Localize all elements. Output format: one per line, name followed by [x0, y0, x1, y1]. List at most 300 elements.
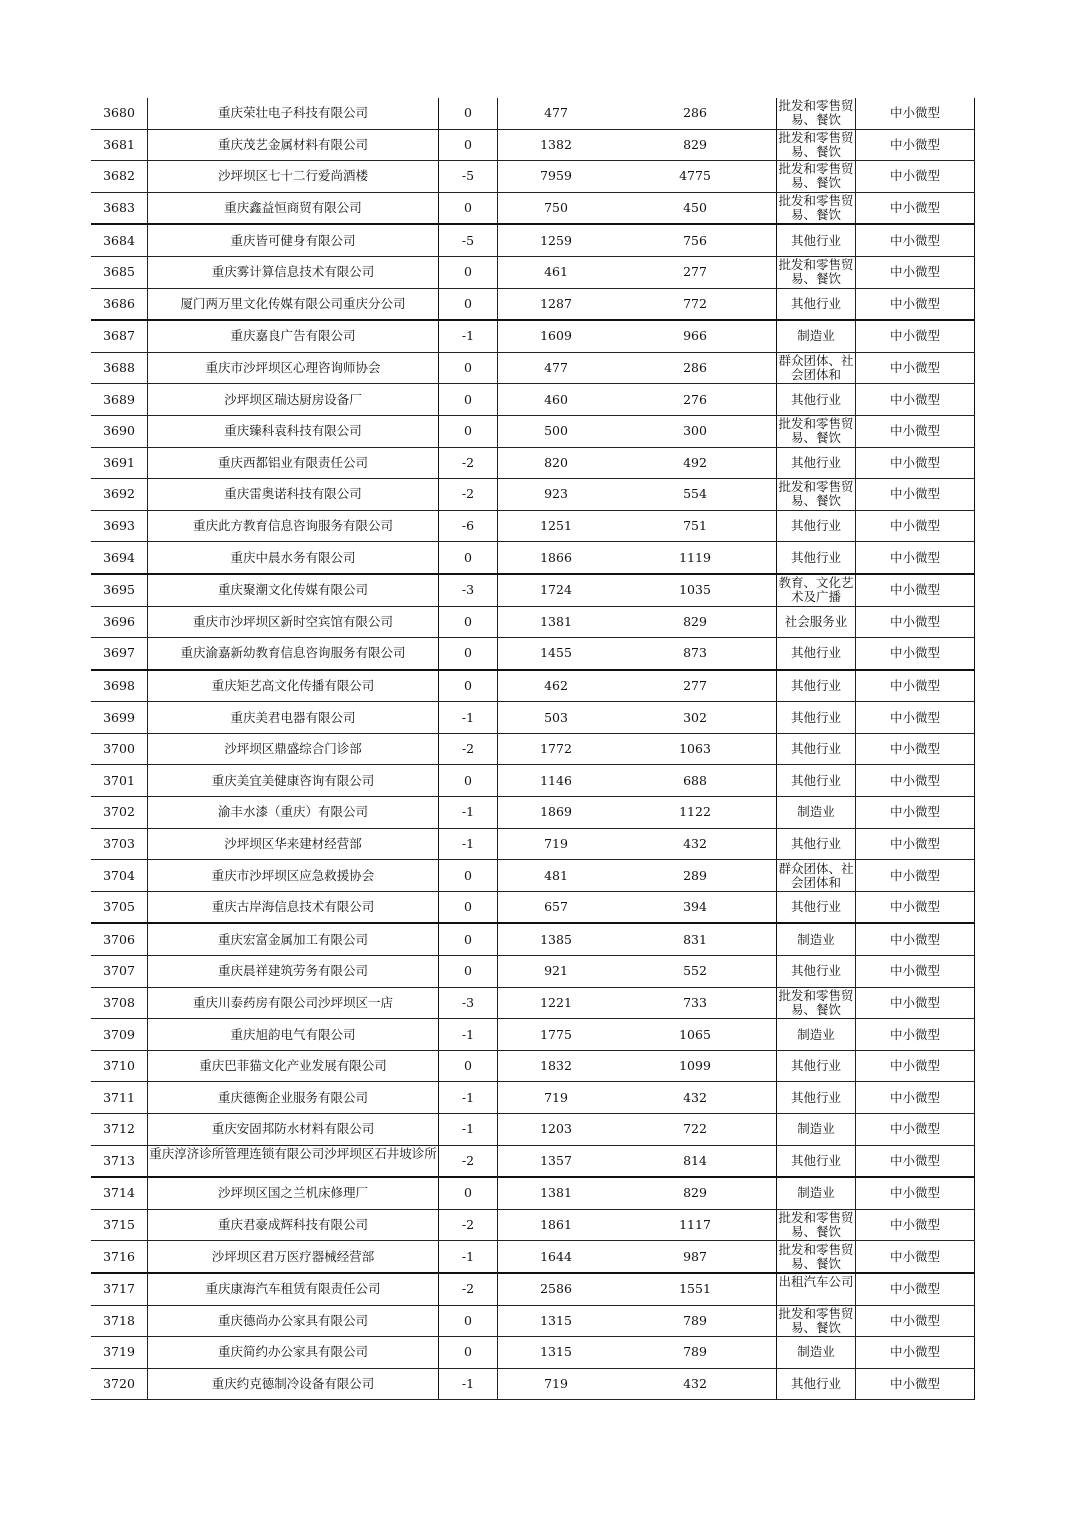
company-name-cell [148, 956, 439, 988]
enterprise-size-cell [856, 256, 975, 288]
company-name: 重庆茂艺金属材料有限公司 [217, 136, 368, 152]
amount-value-cell [498, 765, 615, 797]
company-name-cell [148, 161, 439, 193]
industry-category: 批发和零售贸易、餐饮 [778, 130, 854, 159]
row-number-cell [91, 987, 148, 1019]
amount-value-cell [498, 288, 615, 320]
row-number-cell [91, 1368, 148, 1400]
enterprise-size-cell [856, 161, 975, 193]
amount-value: 1315 [540, 1344, 572, 1360]
row-number: 3699 [103, 709, 135, 725]
enterprise-size-cell [856, 1114, 975, 1146]
company-name-cell [148, 1368, 439, 1400]
subsidy-value: 277 [683, 677, 707, 693]
company-name-cell [148, 923, 439, 955]
industry-category: 其他行业 [790, 709, 841, 725]
amount-value: 923 [544, 486, 568, 502]
enterprise-size: 中小微型 [889, 1058, 940, 1074]
amount-value: 477 [544, 105, 568, 121]
industry-category: 其他行业 [790, 1058, 841, 1074]
change-value: 0 [464, 677, 472, 693]
subsidy-value: 688 [683, 772, 707, 788]
amount-value: 1866 [540, 549, 572, 565]
change-value-cell [439, 638, 498, 670]
change-value: -1 [461, 835, 475, 851]
change-value: -1 [461, 804, 475, 820]
subsidy-value-cell [614, 352, 777, 384]
company-name: 重庆中晨水务有限公司 [230, 549, 356, 565]
subsidy-value-cell [614, 1050, 777, 1082]
subsidy-value-cell [614, 129, 777, 161]
row-number: 3720 [103, 1376, 135, 1392]
subsidy-value: 829 [683, 1185, 707, 1201]
enterprise-size: 中小微型 [889, 328, 940, 344]
change-value-cell [439, 733, 498, 765]
company-name-cell [148, 574, 439, 606]
industry-category-cell [777, 352, 856, 384]
industry-category: 其他行业 [790, 1089, 841, 1105]
subsidy-value-cell [614, 702, 777, 734]
subsidy-value: 286 [683, 360, 707, 376]
industry-category-cell [777, 288, 856, 320]
enterprise-size-cell [856, 320, 975, 352]
industry-category-cell [777, 479, 856, 511]
industry-category: 批发和零售贸易、餐饮 [778, 1306, 854, 1335]
subsidy-value-cell [614, 891, 777, 923]
industry-category-cell [777, 161, 856, 193]
enterprise-size-cell [856, 860, 975, 892]
amount-value: 1221 [540, 994, 572, 1010]
table-row [91, 1209, 975, 1241]
amount-value-cell [498, 1241, 615, 1273]
enterprise-size-cell [856, 1368, 975, 1400]
subsidy-value-cell [614, 542, 777, 574]
amount-value-cell [498, 797, 615, 829]
row-number: 3683 [103, 200, 135, 216]
company-name-cell [148, 192, 439, 224]
industry-category-cell [777, 574, 856, 606]
amount-value-cell [498, 733, 615, 765]
change-value: 0 [464, 931, 472, 947]
enterprise-size-cell [856, 765, 975, 797]
company-name-cell [148, 1082, 439, 1114]
amount-value-cell [498, 891, 615, 923]
amount-value: 719 [544, 1376, 568, 1392]
company-name: 重庆约克德制冷设备有限公司 [211, 1376, 375, 1392]
company-name-cell [148, 670, 439, 702]
row-number-cell [91, 1337, 148, 1369]
industry-category: 其他行业 [790, 741, 841, 757]
company-name: 沙坪坝区七十二行爱尚酒楼 [217, 168, 368, 184]
row-number-cell [91, 891, 148, 923]
change-value-cell [439, 192, 498, 224]
row-number: 3686 [103, 295, 135, 311]
change-value-cell [439, 702, 498, 734]
industry-category: 批发和零售贸易、餐饮 [778, 194, 854, 223]
enterprise-size: 中小微型 [889, 1376, 940, 1392]
change-value-cell [439, 1305, 498, 1337]
amount-value-cell [498, 510, 615, 542]
row-number-cell [91, 415, 148, 447]
company-name: 重庆德衡企业服务有限公司 [217, 1089, 368, 1105]
subsidy-value: 1551 [679, 1281, 711, 1297]
amount-value: 921 [544, 963, 568, 979]
change-value: 0 [464, 1312, 472, 1328]
company-name: 重庆市沙坪坝区心理咨询师协会 [205, 360, 381, 376]
table-row [91, 797, 975, 829]
enterprise-size: 中小微型 [889, 582, 940, 598]
subsidy-value: 432 [683, 1089, 707, 1105]
enterprise-size-cell [856, 574, 975, 606]
enterprise-size: 中小微型 [889, 709, 940, 725]
industry-category: 教育、文化艺术及广播 [778, 576, 854, 605]
table-row [91, 1337, 975, 1369]
change-value: -2 [461, 1152, 475, 1168]
amount-value-cell [498, 98, 615, 129]
row-number-cell [91, 384, 148, 416]
amount-value: 1724 [540, 582, 572, 598]
industry-category: 批发和零售贸易、餐饮 [778, 1242, 854, 1271]
amount-value-cell [498, 1337, 615, 1369]
table-row [91, 733, 975, 765]
industry-category: 其他行业 [790, 899, 841, 915]
amount-value: 2586 [540, 1281, 572, 1297]
amount-value-cell [498, 447, 615, 479]
industry-category: 制造业 [797, 1185, 835, 1201]
row-number: 3716 [103, 1248, 135, 1264]
row-number-cell [91, 670, 148, 702]
row-number: 3701 [103, 772, 135, 788]
company-name-cell [148, 384, 439, 416]
table-row [91, 638, 975, 670]
subsidy-value-cell [614, 574, 777, 606]
subsidy-value-cell [614, 161, 777, 193]
change-value-cell [439, 479, 498, 511]
enterprise-size-cell [856, 542, 975, 574]
row-number-cell [91, 638, 148, 670]
subsidy-value-cell [614, 288, 777, 320]
subsidy-value: 1099 [679, 1058, 711, 1074]
industry-category-cell [777, 797, 856, 829]
enterprise-size-cell [856, 192, 975, 224]
enterprise-size: 中小微型 [889, 677, 940, 693]
subsidy-value: 733 [683, 994, 707, 1010]
subsidy-value: 276 [683, 391, 707, 407]
industry-category: 制造业 [797, 328, 835, 344]
company-name-cell [148, 1209, 439, 1241]
industry-category-cell [777, 1019, 856, 1051]
enterprise-size: 中小微型 [889, 1217, 940, 1233]
industry-category-cell [777, 98, 856, 129]
table-row [91, 987, 975, 1019]
subsidy-value-cell [614, 606, 777, 638]
subsidy-value: 552 [683, 963, 707, 979]
company-name-cell [148, 702, 439, 734]
company-name-cell [148, 987, 439, 1019]
company-name-cell [148, 510, 439, 542]
company-name-cell [148, 320, 439, 352]
company-name: 沙坪坝区华来建材经营部 [224, 835, 362, 851]
amount-value: 1381 [540, 1185, 572, 1201]
change-value: -1 [461, 1026, 475, 1042]
subsidy-value-cell [614, 1209, 777, 1241]
amount-value: 1259 [540, 232, 572, 248]
row-number: 3718 [103, 1312, 135, 1328]
company-name: 重庆此方教育信息咨询服务有限公司 [192, 518, 393, 534]
company-name-cell [148, 1273, 439, 1305]
row-number: 3710 [103, 1058, 135, 1074]
change-value: 0 [464, 867, 472, 883]
subsidy-value-cell [614, 415, 777, 447]
industry-category: 批发和零售贸易、餐饮 [778, 162, 854, 191]
company-name: 重庆君豪成辉科技有限公司 [217, 1217, 368, 1233]
change-value-cell [439, 161, 498, 193]
change-value: -1 [461, 1089, 475, 1105]
company-name-cell [148, 224, 439, 256]
change-value: 0 [464, 360, 472, 376]
row-number: 3694 [103, 549, 135, 565]
company-name: 重庆美君电器有限公司 [230, 709, 356, 725]
change-value: -3 [461, 582, 475, 598]
row-number: 3712 [103, 1121, 135, 1137]
company-name: 重庆旭韵电气有限公司 [230, 1026, 356, 1042]
enterprise-size-cell [856, 1050, 975, 1082]
company-name: 渝丰水漆（重庆）有限公司 [217, 804, 368, 820]
industry-category: 制造业 [797, 804, 835, 820]
change-value-cell [439, 1368, 498, 1400]
subsidy-value: 1035 [679, 582, 711, 598]
subsidy-value: 722 [683, 1121, 707, 1137]
amount-value: 461 [544, 264, 568, 280]
change-value-cell [439, 1082, 498, 1114]
subsidy-value-cell [614, 1114, 777, 1146]
row-number-cell [91, 352, 148, 384]
industry-category: 批发和零售贸易、餐饮 [778, 988, 854, 1017]
row-number-cell [91, 98, 148, 129]
change-value-cell [439, 765, 498, 797]
company-name-cell [148, 1177, 439, 1209]
row-number-cell [91, 447, 148, 479]
row-number: 3689 [103, 391, 135, 407]
subsidy-value: 831 [683, 931, 707, 947]
subsidy-value-cell [614, 384, 777, 416]
company-name: 重庆聚潮文化传媒有限公司 [217, 582, 368, 598]
row-number-cell [91, 1082, 148, 1114]
row-number-cell [91, 733, 148, 765]
company-name-cell [148, 542, 439, 574]
change-value-cell [439, 542, 498, 574]
industry-category-cell [777, 129, 856, 161]
industry-category: 群众团体、社会团体和 [778, 861, 854, 890]
table-row [91, 1050, 975, 1082]
change-value-cell [439, 987, 498, 1019]
row-number-cell [91, 1114, 148, 1146]
row-number: 3698 [103, 677, 135, 693]
enterprise-size-cell [856, 733, 975, 765]
enterprise-size-cell [856, 923, 975, 955]
subsidy-value: 289 [683, 867, 707, 883]
company-name-cell [148, 447, 439, 479]
table-row [91, 765, 975, 797]
industry-category: 其他行业 [790, 454, 841, 470]
company-name-cell [148, 1145, 439, 1177]
amount-value-cell [498, 542, 615, 574]
amount-value-cell [498, 923, 615, 955]
industry-category: 其他行业 [790, 963, 841, 979]
change-value: 0 [464, 1185, 472, 1201]
enterprise-size: 中小微型 [889, 1281, 940, 1297]
subsidy-value-cell [614, 987, 777, 1019]
enterprise-size: 中小微型 [889, 105, 940, 121]
company-name: 沙坪坝区君万医疗器械经营部 [211, 1248, 375, 1264]
amount-value: 1869 [540, 804, 572, 820]
company-name: 重庆矩艺高文化传播有限公司 [211, 677, 375, 693]
subsidy-value-cell [614, 1145, 777, 1177]
row-number: 3714 [103, 1185, 135, 1201]
enterprise-size-cell [856, 702, 975, 734]
change-value-cell [439, 447, 498, 479]
subsidy-value: 829 [683, 613, 707, 629]
row-number: 3697 [103, 645, 135, 661]
company-name: 重庆简约办公家具有限公司 [217, 1344, 368, 1360]
table-row [91, 1273, 975, 1305]
change-value: 0 [464, 1058, 472, 1074]
amount-value-cell [498, 352, 615, 384]
row-number-cell [91, 702, 148, 734]
change-value-cell [439, 224, 498, 256]
enterprise-size: 中小微型 [889, 772, 940, 788]
industry-category-cell [777, 320, 856, 352]
industry-category-cell [777, 1241, 856, 1273]
table-row [91, 1305, 975, 1337]
row-number-cell [91, 1050, 148, 1082]
row-number: 3688 [103, 360, 135, 376]
enterprise-size: 中小微型 [889, 1312, 940, 1328]
enterprise-size: 中小微型 [889, 200, 940, 216]
row-number-cell [91, 129, 148, 161]
enterprise-size-cell [856, 987, 975, 1019]
company-name-cell [148, 1050, 439, 1082]
change-value: -2 [461, 486, 475, 502]
row-number: 3708 [103, 994, 135, 1010]
amount-value-cell [498, 161, 615, 193]
enterprise-size-cell [856, 510, 975, 542]
subsidy-value: 1119 [679, 549, 711, 565]
industry-category: 批发和零售贸易、餐饮 [778, 99, 854, 128]
industry-category: 批发和零售贸易、餐饮 [778, 480, 854, 509]
change-value-cell [439, 98, 498, 129]
company-name-cell [148, 1305, 439, 1337]
company-name-cell [148, 479, 439, 511]
subsidy-value: 394 [683, 899, 707, 915]
amount-value: 460 [544, 391, 568, 407]
amount-value: 1287 [540, 295, 572, 311]
enterprise-size: 中小微型 [889, 963, 940, 979]
change-value-cell [439, 352, 498, 384]
row-number: 3709 [103, 1026, 135, 1042]
amount-value-cell [498, 1273, 615, 1305]
industry-category: 制造业 [797, 1344, 835, 1360]
company-name: 沙坪坝区国之兰机床修理厂 [217, 1185, 368, 1201]
subsidy-value-cell [614, 828, 777, 860]
subsidy-value-cell [614, 638, 777, 670]
enterprise-size-cell [856, 98, 975, 129]
enterprise-size-cell [856, 1145, 975, 1177]
industry-category-cell [777, 606, 856, 638]
amount-value: 481 [544, 867, 568, 883]
change-value-cell [439, 860, 498, 892]
industry-category-cell [777, 1114, 856, 1146]
table-body [91, 98, 975, 1400]
amount-value: 1357 [540, 1152, 572, 1168]
amount-value: 750 [544, 200, 568, 216]
subsidy-value: 966 [683, 328, 707, 344]
subsidy-value-cell [614, 923, 777, 955]
subsidy-value: 1065 [679, 1026, 711, 1042]
amount-value-cell [498, 1082, 615, 1114]
amount-value: 657 [544, 899, 568, 915]
table-row [91, 1368, 975, 1400]
change-value: 0 [464, 264, 472, 280]
enterprise-size-cell [856, 224, 975, 256]
row-number-cell [91, 1145, 148, 1177]
row-number-cell [91, 1177, 148, 1209]
company-name: 重庆晨祥建筑劳务有限公司 [217, 963, 368, 979]
company-name-cell [148, 256, 439, 288]
amount-value-cell [498, 670, 615, 702]
row-number-cell [91, 828, 148, 860]
table-row [91, 1177, 975, 1209]
amount-value: 1385 [540, 931, 572, 947]
subsidy-value-cell [614, 956, 777, 988]
row-number-cell [91, 542, 148, 574]
industry-category-cell [777, 733, 856, 765]
row-number-cell [91, 161, 148, 193]
subsidy-value: 829 [683, 136, 707, 152]
amount-value-cell [498, 1368, 615, 1400]
enterprise-size-cell [856, 479, 975, 511]
row-number: 3702 [103, 804, 135, 820]
subsidy-value-cell [614, 1241, 777, 1273]
amount-value-cell [498, 702, 615, 734]
industry-category-cell [777, 542, 856, 574]
change-value: 0 [464, 200, 472, 216]
industry-category-cell [777, 224, 856, 256]
company-name: 重庆康海汽车租赁有限责任公司 [205, 1281, 381, 1297]
change-value-cell [439, 1337, 498, 1369]
industry-category: 批发和零售贸易、餐饮 [778, 258, 854, 287]
enterprise-size-cell [856, 1241, 975, 1273]
amount-value: 1382 [540, 136, 572, 152]
row-number: 3690 [103, 423, 135, 439]
company-name: 重庆渝嘉新幼教育信息咨询服务有限公司 [180, 645, 406, 661]
enterprise-size: 中小微型 [889, 549, 940, 565]
company-name: 重庆安固邦防水材料有限公司 [211, 1121, 375, 1137]
industry-category-cell [777, 1082, 856, 1114]
enterprise-size-cell [856, 1177, 975, 1209]
row-number: 3713 [103, 1152, 135, 1168]
row-number-cell [91, 606, 148, 638]
amount-value-cell [498, 415, 615, 447]
subsidy-value-cell [614, 98, 777, 129]
company-name-cell [148, 797, 439, 829]
subsidy-value: 432 [683, 835, 707, 851]
industry-category: 社会服务业 [784, 613, 848, 629]
change-value-cell [439, 1145, 498, 1177]
row-number-cell [91, 1209, 148, 1241]
industry-category: 其他行业 [790, 1376, 841, 1392]
table-row [91, 447, 975, 479]
